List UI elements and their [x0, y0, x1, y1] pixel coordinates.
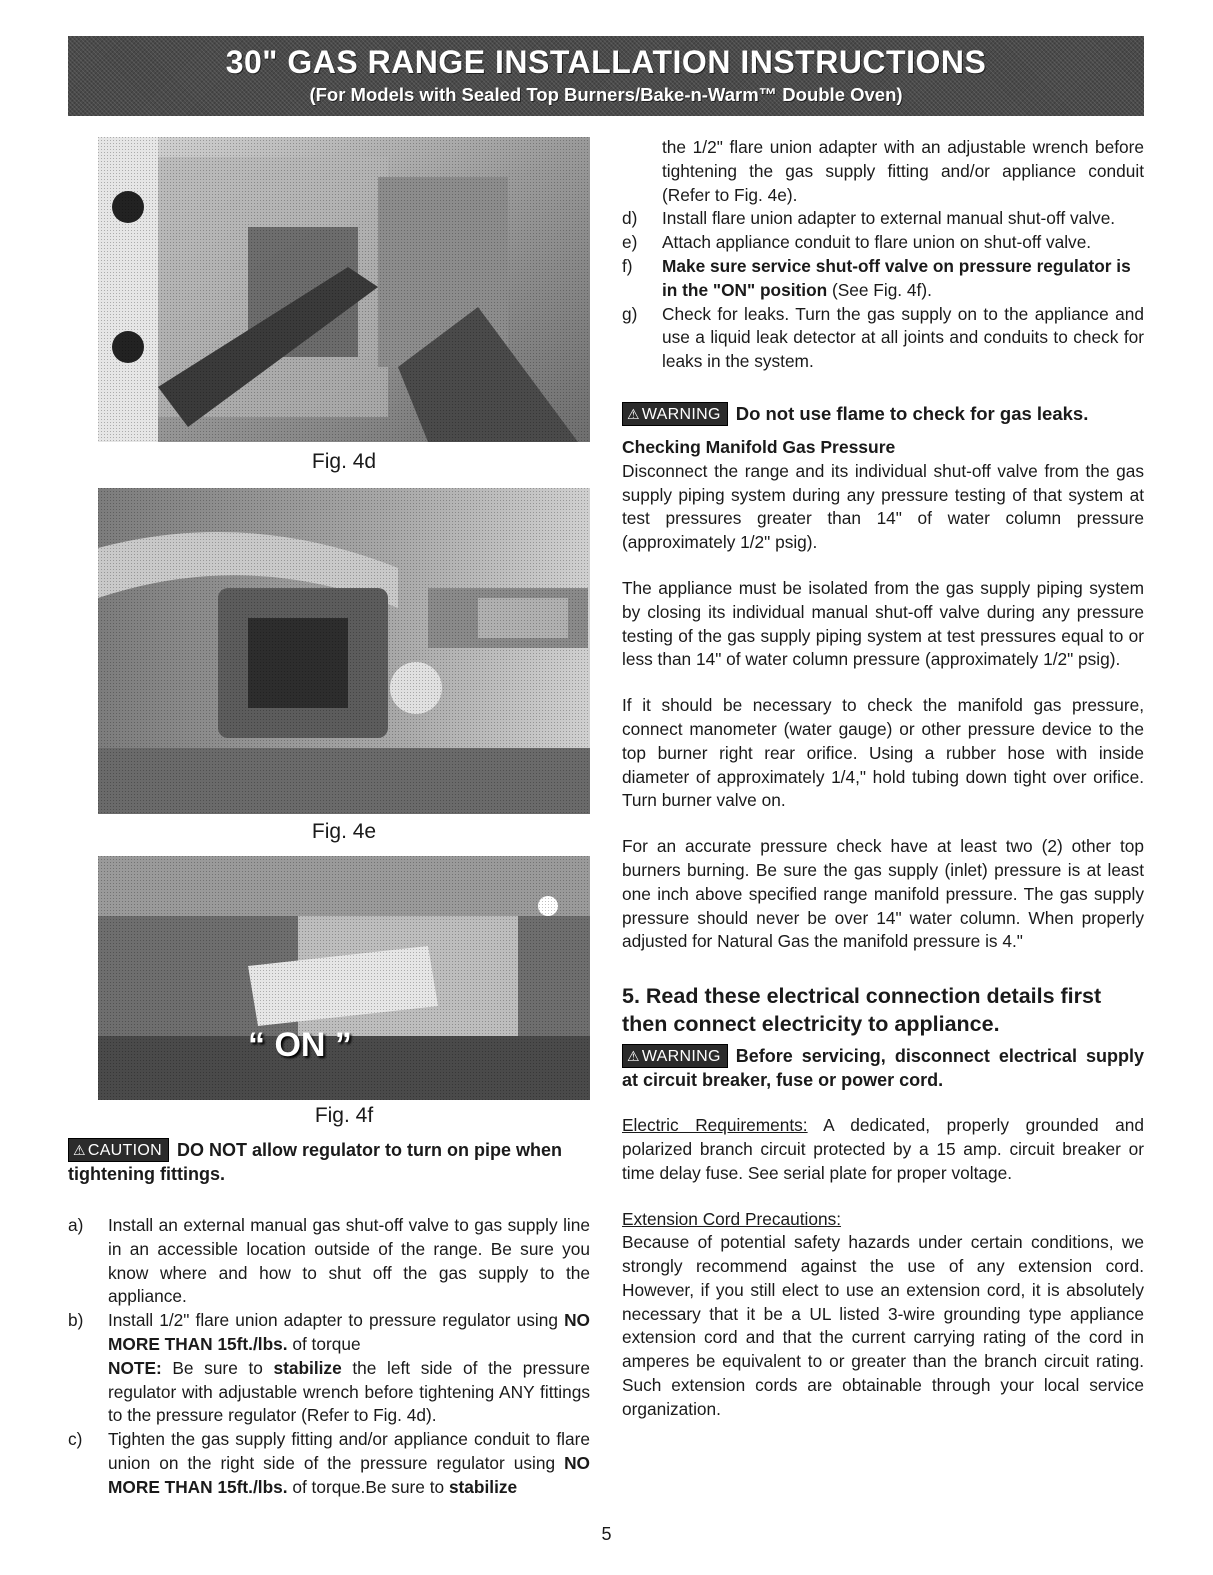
warning-badge: ⚠ WARNING [622, 1044, 728, 1068]
list-item-e: e) Attach appliance conduit to flare union on shut-off valve. [622, 232, 1092, 253]
warning-flame-text: Do not use flame to check for gas leaks. [735, 402, 1089, 424]
caution-notice [68, 1138, 590, 1186]
page-title: 30" GAS RANGE INSTALLATION INSTRUCTIONS [225, 44, 987, 80]
manifold-paragraph-2: The appliance must be isolated from the gas supply piping system by closing its individual manual shut-off valve during any pressure testing of the gas supply piping system at test pressures equal to or less than 14" of water column pressure (approximately 1/2" psig). [622, 577, 1144, 670]
warning-triangle-icon: ⚠ [73, 1142, 86, 1158]
list-item-a: a) Install an external manual gas shut-off valve to gas supply line in an accessible location outside of the range. Be sure you know where and how to shut off the gas supply to the appliance. [68, 1215, 590, 1307]
electric-requirements: Electric Requirements: A dedicated, properly grounded and polarized branch circuit protected by a 15 amp. circuit breaker or time delay fuse. See serial plate for proper voltage. [622, 1115, 1144, 1183]
list-item-c-continued: the 1/2" flare union adapter with an adjustable wrench before tightening the gas supply fitting and/or appliance conduit (Refer to Fig. 4e). [662, 137, 1144, 205]
right-column-text [622, 136, 1144, 1422]
list-item-c: c) Tighten the gas supply fitting and/or appliance conduit to flare union on the right side of the pressure regulator using NO MORE THAN 15ft./lbs. of torque.Be sure to stabilize [68, 1429, 590, 1497]
warning-badge: ⚠ WARNING [622, 402, 728, 426]
header-banner [68, 36, 1144, 116]
page-number: 5 [601, 1524, 612, 1544]
list-item-d: d) Install flare union adapter to external manual shut-off valve. [622, 208, 1116, 229]
warning-notice-flame [622, 402, 1144, 426]
manifold-paragraph-3: If it should be necessary to check the manifold gas pressure, connect manometer (water gauge) or other pressure device to the top burner right rear orifice. Using a rubber hose with inside diameter of approximately 1/4," hold tubing down tight over orifice. Turn burner valve on. [622, 695, 1144, 811]
extension-cord-heading: Extension Cord Precautions: [622, 1208, 842, 1229]
warning-notice-electrical [622, 1044, 1144, 1092]
manifold-paragraph-4: For an accurate pressure check have at least two (2) other top burners burning. Be sure the gas supply (inlet) pressure is at least one inch above specified range manifold pressure. The gas supply pressure should never be over 14" water column. When properly adjusted for Natural Gas the manifold pressure is 4." [622, 836, 1144, 952]
section-5-heading: 5. Read these electrical connection details first then connect electricity to appliance. [622, 984, 1102, 1037]
figure-4e-photo [98, 488, 590, 814]
list-item-g: g) Check for leaks. Turn the gas supply on to the appliance and use a liquid leak detector at all joints and conduits to check for leaks in the system. [622, 303, 1144, 372]
figure-4e-caption: Fig. 4e [311, 820, 377, 843]
manifold-paragraph-1: Disconnect the range and its individual shut-off valve from the gas supply piping system during any pressure testing of that system at test pressures greater than 14" of water column pressure (approximately 1/2" psig). [622, 460, 1144, 553]
figure-4f-photo [98, 856, 590, 1100]
manifold-heading: Checking Manifold Gas Pressure [622, 436, 896, 457]
caution-badge: ⚠ CAUTION [68, 1138, 169, 1162]
warning-triangle-icon: ⚠ [627, 1048, 640, 1065]
page-subtitle: (For Models with Sealed Top Burners/Bake-n-Warm™ Double Oven) [309, 84, 903, 105]
warning-electrical-text: Before servicing, disconnect electrical supply at circuit breaker, fuse or power cord. [622, 1046, 1144, 1091]
list-item-f: f) Make sure service shut-off valve on pressure regulator is in the "ON" position (See Fig. 4f). [622, 255, 1131, 300]
list-item-b: b) Install 1/2" flare union adapter to pressure regulator using NO MORE THAN 15ft./lbs. of torque NOTE: Be sure to stabilize the left side of the pressure regulator with adjustable wrench before tightening ANY fittings to the pressure regulator (Refer to Fig. 4d). [68, 1310, 590, 1426]
figure-4d-caption: Fig. 4d [311, 450, 377, 473]
caution-text: DO NOT allow regulator to turn on pipe when tightening fittings. [68, 1140, 562, 1184]
extension-cord-text: Because of potential safety hazards under certain conditions, we strongly recommend against the use of any extension cord. However, if you still elect to use an extension cord, it is absolutely necessary that it be a UL listed 3-wire grounding type appliance extension cord and that the current carrying rating of the cord in amperes be equivalent to or greater than the branch circuit rating. Such extension cords are obtainable through your local service organization. [622, 1232, 1144, 1419]
figure-4f-caption: Fig. 4f [314, 1104, 374, 1127]
figure-4d-photo [98, 137, 590, 442]
left-column-text [68, 1138, 590, 1500]
on-position-label: “ ON ” [248, 1026, 352, 1064]
warning-triangle-icon: ⚠ [627, 405, 640, 422]
